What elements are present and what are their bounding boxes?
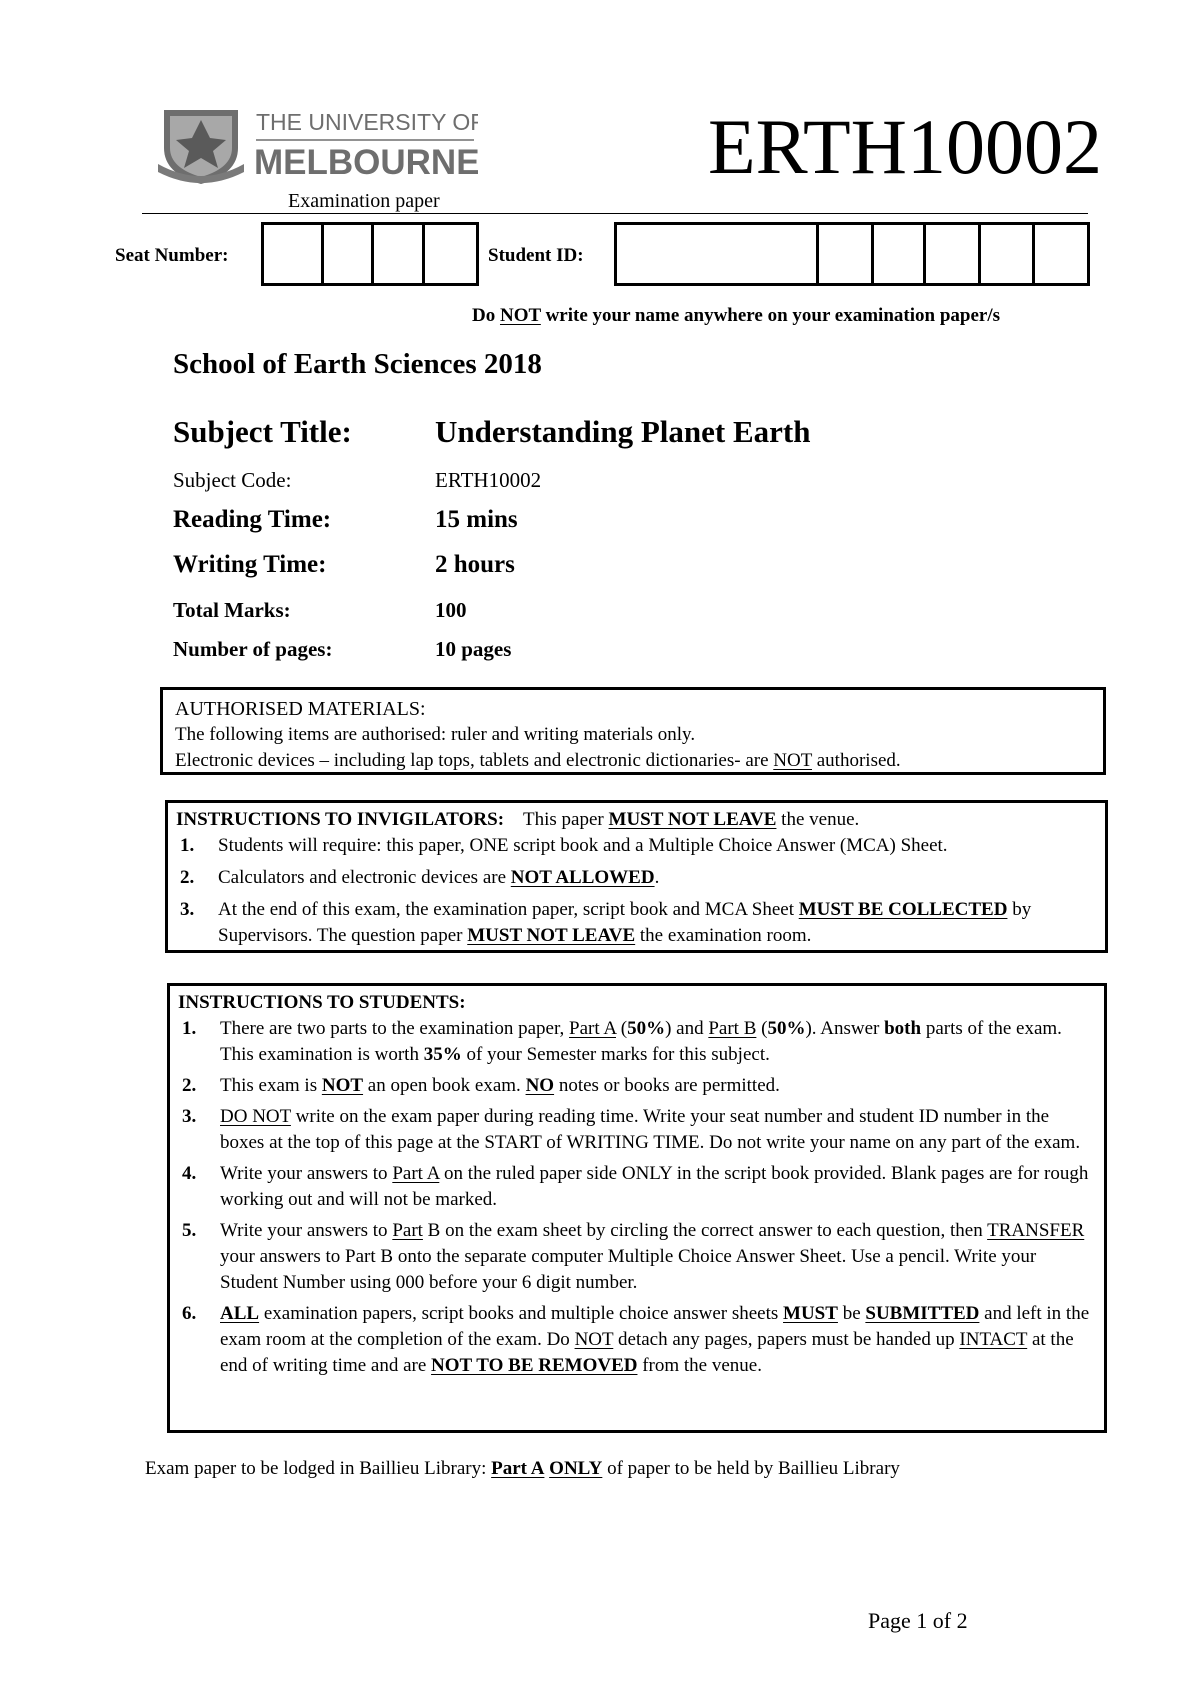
seat-number-boxes[interactable] (261, 222, 479, 286)
subject-code-value: ERTH10002 (435, 468, 542, 492)
name-warning: Do NOT write your name anywhere on your examination paper/s (472, 305, 1000, 326)
list-item: 6. ALL examination papers, script books and multiple choice answer sheets MUST be SUBMITTED and left in the exam room at the completion of the exam. Do NOT detach any pages, papers must be handed up INTACT at the end of writing time and are NOT TO BE REMOVED from the venue. (182, 1303, 1090, 1376)
student-id-digit-box[interactable] (819, 225, 874, 283)
student-id-digit-box[interactable] (874, 225, 926, 283)
number-of-pages-label: Number of pages: (173, 637, 333, 661)
list-item: 3. At the end of this exam, the examination paper, script book and MCA Sheet MUST BE COLLECTED by Supervisors. The question paper MUST NOT LEAVE the examination room. (180, 899, 1032, 946)
writing-time-label: Writing Time: (173, 551, 327, 578)
page-number: Page 1 of 2 (868, 1608, 968, 1633)
list-item: 1. Students will require: this paper, ONE script book and a Multiple Choice Answer (MCA) Sheet. (180, 835, 948, 856)
number-of-pages-value: 10 pages (435, 637, 512, 661)
seat-digit-box[interactable] (264, 225, 324, 283)
materials-title: AUTHORISED MATERIALS: (175, 698, 426, 720)
seat-number-label: Seat Number: (115, 245, 229, 266)
materials-line-2: Electronic devices – including lap tops, tablets and electronic dictionaries- are NOT authorised. (175, 750, 901, 771)
student-id-digit-box[interactable] (926, 225, 981, 283)
list-item: 1. There are two parts to the examination paper, Part A (50%) and Part B (50%). Answer both parts of the exam. This examination is worth 35% of your Semester marks for this subject. (182, 1018, 1062, 1065)
list-item: 2. Calculators and electronic devices are NOT ALLOWED. (180, 867, 660, 888)
university-logo (158, 104, 478, 184)
header-divider (142, 213, 1088, 214)
list-item: 3. DO NOT write on the exam paper during reading time. Write your seat number and student ID number in the boxes at the top of this page at the START of WRITING TIME. Do not write your name on any part of the exam. (182, 1106, 1081, 1153)
list-item: 4. Write your answers to Part A on the ruled paper side ONLY in the script book provided. Blank pages are for rough working out and will not be marked. (182, 1163, 1089, 1210)
library-lodging-note: Exam paper to be lodged in Baillieu Library: Part A ONLY of paper to be held by Baillieu Library (145, 1458, 900, 1479)
university-crest-icon (158, 104, 478, 184)
svg-text:MELBOURNE: MELBOURNE (254, 143, 478, 182)
subject-title-value: Understanding Planet Earth (435, 414, 811, 449)
list-item: 5. Write your answers to Part B on the exam sheet by circling the correct answer to each question, then TRANSFER your answers to Part B onto the separate computer Multiple Choice Answer Sheet. Use a pencil. Write your Student Number using 000 before your 6 digit number. (182, 1220, 1085, 1293)
seat-digit-box[interactable] (324, 225, 374, 283)
materials-line-1: The following items are authorised: ruler and writing materials only. (175, 724, 696, 745)
invigilator-title-line: INSTRUCTIONS TO INVIGILATORS: This paper MUST NOT LEAVE the venue. (176, 809, 860, 830)
subject-code-label: Subject Code: (173, 468, 292, 492)
svg-text:THE UNIVERSITY OF: THE UNIVERSITY OF (256, 109, 478, 135)
school-title: School of Earth Sciences 2018 (173, 348, 542, 380)
course-code-heading: ERTH10002 (708, 103, 1102, 190)
student-id-boxes[interactable] (614, 222, 1090, 286)
students-title: INSTRUCTIONS TO STUDENTS: (178, 992, 466, 1013)
list-item: 2. This exam is NOT an open book exam. NO notes or books are permitted. (182, 1075, 780, 1096)
writing-time-value: 2 hours (435, 551, 515, 578)
student-id-digit-box[interactable] (617, 225, 819, 283)
reading-time-label: Reading Time: (173, 506, 332, 533)
student-instructions-box (167, 983, 1107, 1433)
total-marks-value: 100 (435, 598, 467, 622)
student-id-digit-box[interactable] (981, 225, 1035, 283)
exam-paper-label: Examination paper (288, 190, 440, 212)
student-id-label: Student ID: (488, 245, 584, 266)
seat-digit-box[interactable] (425, 225, 476, 283)
authorised-materials-box (160, 687, 1106, 775)
total-marks-label: Total Marks: (173, 598, 291, 622)
seat-digit-box[interactable] (374, 225, 425, 283)
invigilator-instructions-box (165, 800, 1108, 953)
subject-title-label: Subject Title: (173, 414, 352, 449)
reading-time-value: 15 mins (435, 506, 518, 533)
student-id-digit-box[interactable] (1035, 225, 1087, 283)
